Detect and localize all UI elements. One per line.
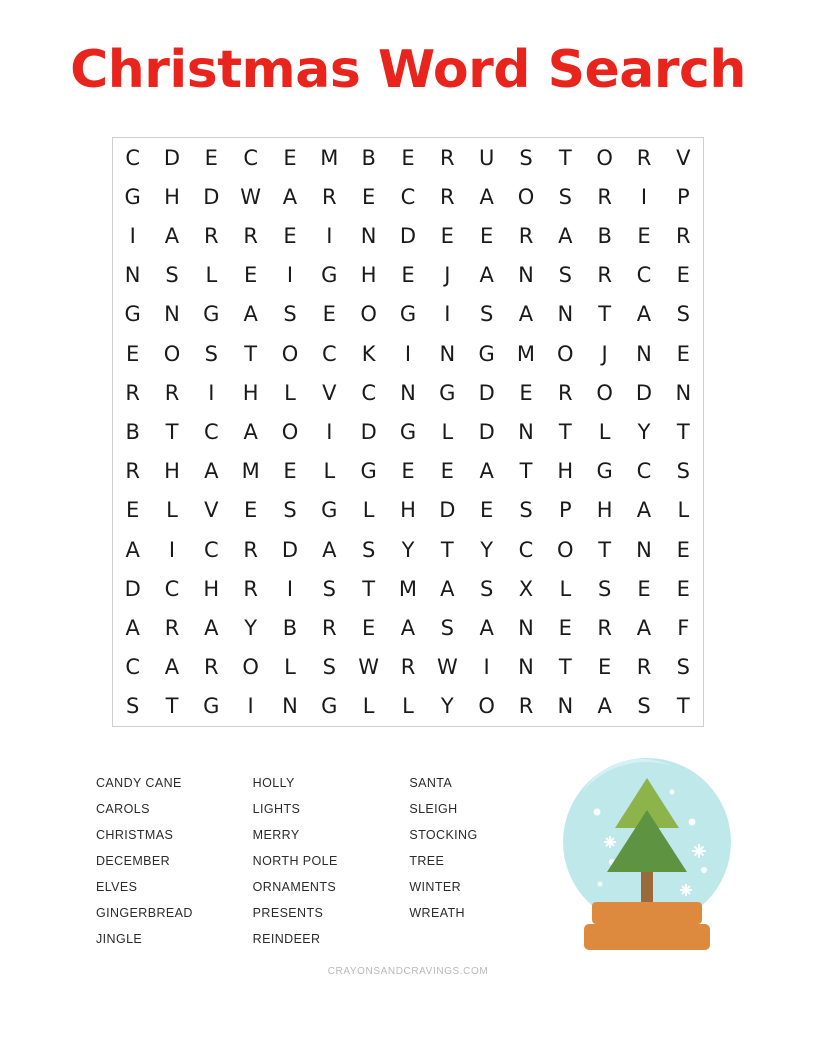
grid-cell[interactable]: E — [126, 498, 140, 523]
word-list-item[interactable]: ORNAMENTS — [252, 880, 337, 894]
grid-cell[interactable]: M — [398, 576, 418, 601]
grid-cell[interactable]: E — [480, 223, 494, 248]
grid-cell[interactable]: C — [203, 419, 219, 444]
grid-cell[interactable]: L — [402, 694, 414, 719]
grid-cell[interactable]: N — [439, 341, 456, 366]
grid-cell[interactable]: B — [125, 419, 140, 444]
page-title: Christmas Word Search — [70, 40, 746, 100]
grid-cell[interactable]: E — [480, 498, 494, 523]
grid-cell[interactable]: S — [204, 341, 218, 366]
grid-cell[interactable]: W — [358, 655, 380, 680]
grid-cell[interactable]: B — [282, 615, 298, 640]
grid-cell[interactable]: I — [326, 419, 333, 444]
grid-cell[interactable]: C — [243, 145, 258, 170]
grid-cell[interactable]: G — [321, 694, 338, 719]
grid-cell[interactable]: L — [598, 419, 611, 444]
grid-cell[interactable]: I — [247, 694, 254, 719]
grid-cell[interactable]: H — [596, 498, 613, 523]
word-list-item[interactable]: WREATH — [409, 906, 465, 920]
grid-cell[interactable]: S — [558, 184, 572, 209]
grid-cell[interactable]: T — [165, 694, 179, 719]
grid-cell[interactable]: J — [444, 263, 451, 288]
grid-cell[interactable]: H — [203, 576, 220, 601]
grid-cell[interactable]: T — [519, 459, 533, 484]
grid-cell[interactable]: A — [243, 419, 258, 444]
grid-cell[interactable]: L — [166, 498, 178, 523]
letter-grid — [113, 138, 703, 726]
grid-cell[interactable]: D — [124, 576, 141, 601]
grid-cell[interactable]: I — [483, 655, 490, 680]
grid-cell[interactable]: C — [125, 655, 140, 680]
grid-cell[interactable]: L — [205, 263, 218, 288]
grid-cell[interactable]: S — [676, 459, 690, 484]
word-list-item[interactable]: PRESENTS — [252, 906, 324, 920]
grid-cell[interactable]: D — [203, 184, 220, 209]
grid-cell[interactable]: V — [204, 498, 219, 523]
grid-cell[interactable]: R — [125, 380, 140, 405]
grid-cell[interactable]: T — [558, 655, 572, 680]
grid-cell[interactable]: E — [204, 145, 218, 170]
grid-cell[interactable]: A — [322, 537, 337, 562]
grid-cell[interactable]: I — [326, 223, 333, 248]
grid-cell[interactable]: S — [519, 145, 533, 170]
word-search-grid — [112, 137, 704, 727]
word-list-item[interactable]: WINTER — [409, 880, 462, 894]
grid-cell[interactable]: R — [597, 263, 612, 288]
grid-cell[interactable]: A — [636, 498, 652, 523]
grid-cell[interactable]: W — [436, 655, 458, 680]
grid-cell[interactable]: W — [240, 184, 262, 209]
grid-cell[interactable]: N — [518, 655, 534, 680]
grid-cell[interactable]: C — [125, 145, 140, 170]
grid-cell[interactable]: O — [557, 341, 574, 366]
grid-cell[interactable]: B — [361, 145, 376, 170]
word-list-item[interactable]: DECEMBER — [96, 854, 171, 868]
grid-cell[interactable]: R — [243, 537, 258, 562]
grid-cell[interactable]: A — [479, 184, 494, 209]
grid-cell[interactable]: T — [676, 694, 690, 719]
grid-cell[interactable]: D — [281, 537, 299, 562]
grid-cell[interactable]: E — [598, 655, 612, 680]
grid-cell[interactable]: G — [203, 302, 220, 327]
grid-cell[interactable]: R — [164, 615, 180, 640]
grid-cell[interactable]: J — [601, 341, 608, 366]
grid-cell[interactable]: I — [286, 576, 294, 601]
grid-cell[interactable]: E — [676, 576, 690, 601]
grid-cell[interactable]: O — [360, 302, 377, 327]
grid-cell[interactable]: A — [125, 537, 140, 562]
grid-cell[interactable]: A — [558, 223, 573, 248]
grid-cell[interactable]: A — [479, 459, 494, 484]
grid-cell[interactable]: O — [596, 380, 613, 405]
grid-cell[interactable]: R — [125, 459, 140, 484]
grid-cell[interactable]: R — [597, 615, 612, 640]
grid-cell[interactable]: E — [362, 615, 376, 640]
word-list-item[interactable]: REINDEER — [252, 932, 321, 946]
grid-cell[interactable]: T — [165, 419, 179, 444]
word-list-column — [96, 770, 253, 952]
grid-cell[interactable]: H — [242, 380, 259, 405]
word-list-item[interactable]: NORTH POLE — [252, 854, 338, 868]
grid-cell[interactable]: R — [164, 380, 180, 405]
grid-cell[interactable]: O — [596, 145, 613, 170]
grid-cell[interactable]: L — [559, 576, 572, 601]
grid-cell[interactable]: M — [320, 145, 339, 170]
grid-cell[interactable]: T — [598, 537, 612, 562]
word-list-item[interactable]: GINGERBREAD — [96, 906, 193, 920]
grid-cell[interactable]: R — [597, 184, 612, 209]
grid-cell[interactable]: A — [440, 576, 455, 601]
grid-cell[interactable]: X — [518, 576, 534, 601]
grid-cell[interactable]: A — [636, 615, 652, 640]
grid-cell[interactable]: R — [440, 145, 455, 170]
grid-cell[interactable]: M — [241, 459, 260, 484]
word-list-item[interactable]: CHRISTMAS — [96, 828, 174, 842]
grid-cell[interactable]: R — [636, 145, 652, 170]
grid-cell[interactable]: O — [557, 537, 574, 562]
grid-cell[interactable]: E — [558, 615, 572, 640]
grid-cell[interactable]: C — [164, 576, 180, 601]
grid-cell[interactable]: K — [361, 341, 376, 366]
grid-cell[interactable]: R — [676, 223, 691, 248]
grid-cell[interactable]: S — [440, 615, 454, 640]
grid-cell[interactable]: T — [558, 145, 572, 170]
grid-cell[interactable]: E — [519, 380, 533, 405]
word-list-item[interactable]: SLEIGH — [409, 802, 458, 816]
grid-cell[interactable]: R — [243, 223, 258, 248]
grid-cell[interactable]: T — [558, 419, 572, 444]
site-credit: CRAYONSANDCRAVINGS.COM — [327, 966, 489, 977]
grid-cell[interactable]: D — [635, 380, 653, 405]
grid-cell[interactable]: P — [676, 184, 690, 209]
word-list-item[interactable]: CAROLS — [96, 802, 150, 816]
grid-cell[interactable]: C — [203, 537, 219, 562]
grid-cell[interactable]: Y — [480, 537, 494, 562]
grid-cell[interactable]: R — [322, 184, 337, 209]
grid-cell[interactable]: N — [282, 694, 298, 719]
grid-cell[interactable]: E — [401, 459, 415, 484]
grid-cell[interactable]: R — [243, 576, 258, 601]
grid-cell[interactable]: O — [478, 694, 495, 719]
grid-cell[interactable]: G — [203, 694, 220, 719]
grid-cell[interactable]: A — [164, 223, 180, 248]
grid-cell[interactable]: H — [164, 459, 180, 484]
grid-cell[interactable]: D — [163, 145, 181, 170]
snow-globe-icon — [552, 752, 742, 960]
grid-cell[interactable]: S — [479, 576, 494, 601]
grid-cell[interactable]: T — [676, 419, 690, 444]
grid-cell[interactable]: C — [400, 184, 416, 209]
grid-cell[interactable]: H — [557, 459, 574, 484]
grid-cell[interactable]: U — [478, 145, 495, 170]
grid-cell[interactable]: I — [404, 341, 412, 366]
grid-cell[interactable]: I — [444, 302, 451, 327]
grid-cell[interactable]: P — [558, 498, 572, 523]
grid-cell[interactable]: N — [675, 380, 692, 405]
grid-cell[interactable]: N — [518, 263, 534, 288]
grid-cell[interactable]: R — [636, 655, 652, 680]
grid-cell[interactable]: G — [360, 459, 377, 484]
grid-cell[interactable]: T — [440, 537, 454, 562]
grid-cell[interactable]: Y — [401, 537, 415, 562]
grid-cell[interactable]: C — [321, 341, 337, 366]
grid-cell[interactable]: E — [126, 341, 140, 366]
grid-cell[interactable]: O — [163, 341, 181, 366]
grid-cell[interactable]: S — [283, 498, 297, 523]
grid-cell[interactable]: N — [400, 380, 416, 405]
grid-cell[interactable]: A — [164, 655, 180, 680]
grid-cell[interactable]: C — [636, 263, 652, 288]
grid-cell[interactable]: I — [129, 223, 136, 248]
grid-cell[interactable]: G — [596, 459, 613, 484]
grid-cell[interactable]: A — [636, 302, 652, 327]
grid-cell[interactable]: M — [516, 341, 536, 366]
word-list-column — [409, 770, 566, 952]
grid-cell[interactable]: S — [283, 302, 297, 327]
word-list-item[interactable]: TREE — [409, 854, 445, 868]
grid-cell[interactable]: E — [244, 498, 258, 523]
grid-cell[interactable]: E — [401, 145, 415, 170]
grid-cell[interactable]: G — [478, 341, 495, 366]
grid-cell[interactable]: V — [322, 380, 337, 405]
grid-cell[interactable]: H — [360, 263, 377, 288]
grid-cell[interactable]: S — [125, 694, 140, 719]
grid-cell[interactable]: N — [636, 341, 652, 366]
grid-cell[interactable]: L — [677, 498, 690, 523]
grid-cell[interactable]: A — [518, 302, 534, 327]
grid-cell[interactable]: A — [204, 615, 219, 640]
grid-cell[interactable]: A — [125, 615, 140, 640]
grid-cell[interactable]: D — [360, 419, 377, 444]
grid-cell[interactable]: N — [164, 302, 180, 327]
grid-cell[interactable]: E — [283, 459, 297, 484]
grid-cell[interactable]: E — [244, 263, 258, 288]
grid-cell[interactable]: I — [208, 380, 215, 405]
grid-cell[interactable]: R — [204, 223, 219, 248]
grid-cell[interactable]: G — [321, 498, 338, 523]
grid-cell[interactable]: Y — [244, 615, 258, 640]
grid-cell[interactable]: E — [676, 537, 690, 562]
grid-cell[interactable]: S — [676, 655, 690, 680]
grid-cell[interactable]: A — [400, 615, 416, 640]
grid-cell[interactable]: E — [676, 341, 690, 366]
grid-cell[interactable]: E — [322, 302, 336, 327]
grid-cell[interactable]: L — [441, 419, 454, 444]
grid-cell[interactable]: O — [242, 655, 259, 680]
word-list-item[interactable]: JINGLE — [96, 932, 143, 946]
grid-cell[interactable]: S — [165, 263, 179, 288]
grid-cell[interactable]: R — [518, 694, 534, 719]
grid-cell[interactable]: T — [598, 302, 612, 327]
grid-cell[interactable]: C — [518, 537, 534, 562]
grid-cell[interactable]: O — [281, 419, 299, 444]
grid-cell[interactable]: A — [479, 263, 494, 288]
grid-cell[interactable]: N — [557, 694, 574, 719]
grid-cell[interactable]: E — [637, 576, 651, 601]
grid-cell[interactable]: L — [284, 655, 296, 680]
word-list-item[interactable]: LIGHTS — [252, 802, 301, 816]
grid-cell[interactable]: I — [640, 184, 648, 209]
grid-cell[interactable]: S — [322, 655, 336, 680]
grid-cell[interactable]: D — [399, 223, 417, 248]
word-list-column — [253, 770, 410, 952]
grid-cell[interactable]: N — [557, 302, 574, 327]
grid-cell[interactable]: S — [519, 498, 533, 523]
grid-cell[interactable]: N — [518, 615, 534, 640]
grid-cell[interactable]: O — [517, 184, 535, 209]
grid-cell[interactable]: H — [400, 498, 416, 523]
grid-cell[interactable]: N — [518, 419, 534, 444]
grid-cell[interactable]: R — [518, 223, 534, 248]
grid-cell[interactable]: D — [439, 498, 456, 523]
grid-cell[interactable]: C — [636, 459, 652, 484]
word-list-item[interactable]: STOCKING — [409, 828, 478, 842]
grid-cell[interactable]: T — [362, 576, 376, 601]
grid-cell[interactable]: G — [124, 184, 141, 209]
grid-cell[interactable]: E — [637, 223, 651, 248]
grid-cell[interactable]: S — [558, 263, 572, 288]
grid-cell[interactable]: B — [597, 223, 612, 248]
word-list — [96, 770, 566, 952]
grid-cell[interactable]: G — [439, 380, 456, 405]
word-list-item[interactable]: MERRY — [252, 828, 300, 842]
grid-cell[interactable]: L — [284, 380, 296, 405]
grid-cell[interactable]: E — [283, 145, 297, 170]
grid-cell[interactable]: R — [558, 380, 573, 405]
grid-cell[interactable]: S — [479, 302, 494, 327]
word-list-item[interactable]: CANDY CANE — [96, 776, 182, 790]
grid-cell[interactable]: G — [399, 419, 417, 444]
grid-cell[interactable]: G — [321, 263, 338, 288]
grid-cell[interactable]: N — [636, 537, 652, 562]
word-list-item[interactable]: HOLLY — [252, 776, 295, 790]
grid-cell[interactable]: T — [244, 341, 258, 366]
grid-cell[interactable]: L — [323, 459, 336, 484]
grid-cell[interactable]: R — [400, 655, 416, 680]
grid-cell[interactable]: R — [322, 615, 337, 640]
grid-cell[interactable]: N — [124, 263, 141, 288]
grid-cell[interactable]: C — [361, 380, 376, 405]
grid-cell[interactable]: E — [401, 263, 415, 288]
grid-cell[interactable]: S — [361, 537, 376, 562]
grid-cell[interactable]: D — [478, 419, 495, 444]
grid-cell[interactable]: D — [478, 380, 495, 405]
grid-cell[interactable]: E — [440, 459, 454, 484]
grid-cell[interactable]: E — [362, 184, 376, 209]
grid-cell[interactable]: A — [243, 302, 258, 327]
grid-cell[interactable]: R — [440, 184, 455, 209]
grid-cell[interactable]: E — [283, 223, 297, 248]
grid-cell[interactable]: A — [479, 615, 494, 640]
grid-cell[interactable]: E — [676, 263, 690, 288]
grid-cell[interactable]: G — [399, 302, 417, 327]
grid-cell[interactable]: E — [440, 223, 454, 248]
grid-cell[interactable]: S — [676, 302, 690, 327]
grid-cell[interactable]: F — [677, 615, 690, 640]
grid-cell[interactable]: H — [164, 184, 180, 209]
grid-cell[interactable]: L — [362, 498, 375, 523]
grid-cell[interactable]: L — [362, 694, 375, 719]
grid-cell[interactable]: V — [676, 145, 691, 170]
grid-cell[interactable]: O — [281, 341, 299, 366]
grid-cell[interactable]: R — [204, 655, 219, 680]
grid-cell[interactable]: I — [168, 537, 176, 562]
word-list-item[interactable]: ELVES — [96, 880, 138, 894]
word-list-item[interactable]: SANTA — [409, 776, 453, 790]
grid-cell[interactable]: S — [637, 694, 651, 719]
grid-cell[interactable]: A — [597, 694, 612, 719]
grid-cell[interactable]: S — [597, 576, 612, 601]
grid-cell[interactable]: I — [286, 263, 294, 288]
grid-cell[interactable]: A — [282, 184, 298, 209]
grid-cell[interactable]: S — [322, 576, 336, 601]
grid-cell[interactable]: N — [360, 223, 377, 248]
grid-cell[interactable]: A — [204, 459, 219, 484]
grid-cell[interactable]: Y — [637, 419, 651, 444]
grid-cell[interactable]: Y — [440, 694, 454, 719]
grid-cell[interactable]: G — [124, 302, 141, 327]
